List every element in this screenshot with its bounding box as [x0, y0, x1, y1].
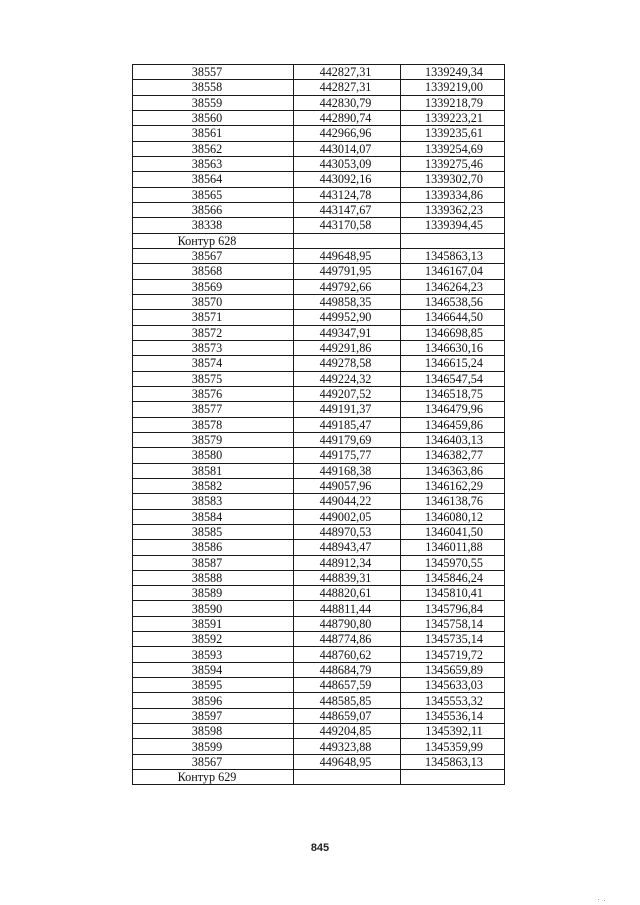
table-row [133, 371, 505, 386]
table-row [133, 524, 505, 539]
table-row [133, 248, 505, 263]
x-coordinate-cell: 449044,22 [294, 494, 401, 509]
point-id-cell: 38572 [133, 325, 294, 340]
x-coordinate-cell: 449278,58 [294, 356, 401, 371]
table-row [133, 693, 505, 708]
y-coordinate-cell: 1345810,41 [401, 586, 505, 601]
x-coordinate-cell: 442827,31 [294, 80, 401, 95]
point-id-cell: 38571 [133, 310, 294, 325]
table-row [133, 708, 505, 723]
point-id-cell: 38595 [133, 678, 294, 693]
table-row [133, 310, 505, 325]
scan-speck [598, 899, 599, 900]
y-coordinate-cell: 1345633,03 [401, 678, 505, 693]
y-coordinate-cell: 1346479,96 [401, 402, 505, 417]
point-id-cell: 38573 [133, 340, 294, 355]
table-row [133, 494, 505, 509]
y-coordinate-cell: 1339275,46 [401, 156, 505, 171]
y-coordinate-cell: 1346538,56 [401, 294, 505, 309]
x-coordinate-cell: 448790,80 [294, 616, 401, 631]
point-id-cell: 38559 [133, 95, 294, 110]
x-coordinate-cell: 449291,86 [294, 340, 401, 355]
x-coordinate-cell: 449858,35 [294, 294, 401, 309]
y-coordinate-cell: 1339235,61 [401, 126, 505, 141]
point-id-cell: 38588 [133, 570, 294, 585]
table-row [133, 678, 505, 693]
y-coordinate-cell: 1345863,13 [401, 248, 505, 263]
x-coordinate-cell: 448820,61 [294, 586, 401, 601]
point-id-cell: 38558 [133, 80, 294, 95]
point-id-cell: 38591 [133, 616, 294, 631]
y-coordinate-cell: 1345735,14 [401, 632, 505, 647]
point-id-cell: 38557 [133, 65, 294, 80]
x-coordinate-cell [294, 770, 401, 785]
x-coordinate-cell: 449792,66 [294, 279, 401, 294]
table-row [133, 156, 505, 171]
table-row [133, 80, 505, 95]
x-coordinate-cell: 449347,91 [294, 325, 401, 340]
y-coordinate-cell: 1346080,12 [401, 509, 505, 524]
point-id-cell: 38578 [133, 417, 294, 432]
point-id-cell: 38594 [133, 662, 294, 677]
point-id-cell: 38581 [133, 463, 294, 478]
table-row [133, 724, 505, 739]
y-coordinate-cell: 1346167,04 [401, 264, 505, 279]
table-row [133, 279, 505, 294]
y-coordinate-cell: 1345659,89 [401, 662, 505, 677]
table-row [133, 432, 505, 447]
y-coordinate-cell: 1346547,54 [401, 371, 505, 386]
y-coordinate-cell: 1346011,88 [401, 540, 505, 555]
y-coordinate-cell: 1339394,45 [401, 218, 505, 233]
x-coordinate-cell: 442827,31 [294, 65, 401, 80]
point-id-cell: 38567 [133, 248, 294, 263]
y-coordinate-cell: 1346162,29 [401, 478, 505, 493]
x-coordinate-cell: 449791,95 [294, 264, 401, 279]
table-row [133, 95, 505, 110]
table-row [133, 202, 505, 217]
point-id-cell: 38575 [133, 371, 294, 386]
x-coordinate-cell: 449207,52 [294, 386, 401, 401]
x-coordinate-cell: 449952,90 [294, 310, 401, 325]
table-row [133, 632, 505, 647]
y-coordinate-cell: 1345719,72 [401, 647, 505, 662]
x-coordinate-cell: 443092,16 [294, 172, 401, 187]
y-coordinate-cell: 1339302,70 [401, 172, 505, 187]
x-coordinate-cell: 449191,37 [294, 402, 401, 417]
y-coordinate-cell: 1346041,50 [401, 524, 505, 539]
x-coordinate-cell: 449179,69 [294, 432, 401, 447]
point-id-cell: 38592 [133, 632, 294, 647]
table-row [133, 264, 505, 279]
x-coordinate-cell: 443124,78 [294, 187, 401, 202]
table-row [133, 463, 505, 478]
y-coordinate-cell: 1346363,86 [401, 463, 505, 478]
x-coordinate-cell: 449185,47 [294, 417, 401, 432]
x-coordinate-cell: 449648,95 [294, 754, 401, 769]
y-coordinate-cell [401, 233, 505, 248]
y-coordinate-cell: 1339219,00 [401, 80, 505, 95]
y-coordinate-cell: 1346630,16 [401, 340, 505, 355]
y-coordinate-cell: 1339334,86 [401, 187, 505, 202]
x-coordinate-cell: 443053,09 [294, 156, 401, 171]
table-row [133, 356, 505, 371]
y-coordinate-cell: 1339249,34 [401, 65, 505, 80]
y-coordinate-cell: 1346138,76 [401, 494, 505, 509]
y-coordinate-cell: 1339362,23 [401, 202, 505, 217]
x-coordinate-cell: 449648,95 [294, 248, 401, 263]
table-row [133, 662, 505, 677]
x-coordinate-cell: 443014,07 [294, 141, 401, 156]
table-row [133, 294, 505, 309]
x-coordinate-cell: 443147,67 [294, 202, 401, 217]
x-coordinate-cell: 448585,85 [294, 693, 401, 708]
point-id-cell: 38560 [133, 110, 294, 125]
table-row [133, 509, 505, 524]
y-coordinate-cell: 1345796,84 [401, 601, 505, 616]
table-row [133, 65, 505, 80]
x-coordinate-cell: 449002,05 [294, 509, 401, 524]
point-id-cell: 38579 [133, 432, 294, 447]
table-row [133, 478, 505, 493]
table-row [133, 540, 505, 555]
point-id-cell: 38580 [133, 448, 294, 463]
y-coordinate-cell: 1346382,77 [401, 448, 505, 463]
x-coordinate-cell: 448774,86 [294, 632, 401, 647]
table-row [133, 770, 505, 785]
y-coordinate-cell: 1346615,24 [401, 356, 505, 371]
y-coordinate-cell: 1345863,13 [401, 754, 505, 769]
table-row [133, 586, 505, 601]
x-coordinate-cell: 443170,58 [294, 218, 401, 233]
x-coordinate-cell: 448684,79 [294, 662, 401, 677]
y-coordinate-cell: 1345536,14 [401, 708, 505, 723]
point-id-cell: 38570 [133, 294, 294, 309]
x-coordinate-cell: 448811,44 [294, 601, 401, 616]
point-id-cell: 38590 [133, 601, 294, 616]
point-id-cell: Контур 629 [133, 770, 294, 785]
y-coordinate-cell: 1345553,32 [401, 693, 505, 708]
y-coordinate-cell: 1339254,69 [401, 141, 505, 156]
x-coordinate-cell: 448912,34 [294, 555, 401, 570]
x-coordinate-cell: 449175,77 [294, 448, 401, 463]
table-row [133, 417, 505, 432]
table-row [133, 386, 505, 401]
x-coordinate-cell: 448839,31 [294, 570, 401, 585]
x-coordinate-cell: 448760,62 [294, 647, 401, 662]
point-id-cell: 38598 [133, 724, 294, 739]
table-row [133, 340, 505, 355]
point-id-cell: Контур 628 [133, 233, 294, 248]
point-id-cell: 38569 [133, 279, 294, 294]
point-id-cell: 38338 [133, 218, 294, 233]
point-id-cell: 38577 [133, 402, 294, 417]
point-id-cell: 38563 [133, 156, 294, 171]
x-coordinate-cell: 448659,07 [294, 708, 401, 723]
point-id-cell: 38574 [133, 356, 294, 371]
point-id-cell: 38586 [133, 540, 294, 555]
y-coordinate-cell: 1345970,55 [401, 555, 505, 570]
point-id-cell: 38567 [133, 754, 294, 769]
table-row [133, 555, 505, 570]
y-coordinate-cell: 1346698,85 [401, 325, 505, 340]
point-id-cell: 38561 [133, 126, 294, 141]
x-coordinate-cell: 442830,79 [294, 95, 401, 110]
x-coordinate-cell: 449224,32 [294, 371, 401, 386]
point-id-cell: 38582 [133, 478, 294, 493]
point-id-cell: 38584 [133, 509, 294, 524]
y-coordinate-cell [401, 770, 505, 785]
table-row [133, 570, 505, 585]
y-coordinate-cell: 1345359,99 [401, 739, 505, 754]
x-coordinate-cell: 448970,53 [294, 524, 401, 539]
table-row [133, 187, 505, 202]
table-row [133, 647, 505, 662]
table-row [133, 110, 505, 125]
point-id-cell: 38568 [133, 264, 294, 279]
y-coordinate-cell: 1346264,23 [401, 279, 505, 294]
point-id-cell: 38599 [133, 739, 294, 754]
table-row [133, 601, 505, 616]
x-coordinate-cell: 448943,47 [294, 540, 401, 555]
y-coordinate-cell: 1346403,13 [401, 432, 505, 447]
scan-speck [604, 900, 605, 901]
x-coordinate-cell: 449168,38 [294, 463, 401, 478]
point-id-cell: 38566 [133, 202, 294, 217]
point-id-cell: 38565 [133, 187, 294, 202]
point-id-cell: 38596 [133, 693, 294, 708]
point-id-cell: 38597 [133, 708, 294, 723]
table-row [133, 616, 505, 631]
x-coordinate-cell: 442890,74 [294, 110, 401, 125]
table-row [133, 218, 505, 233]
x-coordinate-cell: 449057,96 [294, 478, 401, 493]
y-coordinate-cell: 1339218,79 [401, 95, 505, 110]
table-row [133, 739, 505, 754]
y-coordinate-cell: 1345758,14 [401, 616, 505, 631]
y-coordinate-cell: 1345846,24 [401, 570, 505, 585]
y-coordinate-cell: 1339223,21 [401, 110, 505, 125]
y-coordinate-cell: 1345392,11 [401, 724, 505, 739]
point-id-cell: 38587 [133, 555, 294, 570]
coordinate-table-body [133, 65, 505, 785]
table-row [133, 126, 505, 141]
point-id-cell: 38562 [133, 141, 294, 156]
table-row [133, 325, 505, 340]
x-coordinate-cell [294, 233, 401, 248]
point-id-cell: 38564 [133, 172, 294, 187]
table-row [133, 448, 505, 463]
page-number: 845 [310, 842, 330, 854]
point-id-cell: 38585 [133, 524, 294, 539]
table-row [133, 172, 505, 187]
table-row [133, 754, 505, 769]
y-coordinate-cell: 1346644,50 [401, 310, 505, 325]
y-coordinate-cell: 1346459,86 [401, 417, 505, 432]
point-id-cell: 38576 [133, 386, 294, 401]
x-coordinate-cell: 449204,85 [294, 724, 401, 739]
point-id-cell: 38589 [133, 586, 294, 601]
x-coordinate-cell: 448657,59 [294, 678, 401, 693]
table-row [133, 141, 505, 156]
x-coordinate-cell: 449323,88 [294, 739, 401, 754]
coordinate-table [132, 64, 505, 785]
point-id-cell: 38583 [133, 494, 294, 509]
point-id-cell: 38593 [133, 647, 294, 662]
table-row [133, 402, 505, 417]
table-row [133, 233, 505, 248]
x-coordinate-cell: 442966,96 [294, 126, 401, 141]
y-coordinate-cell: 1346518,75 [401, 386, 505, 401]
